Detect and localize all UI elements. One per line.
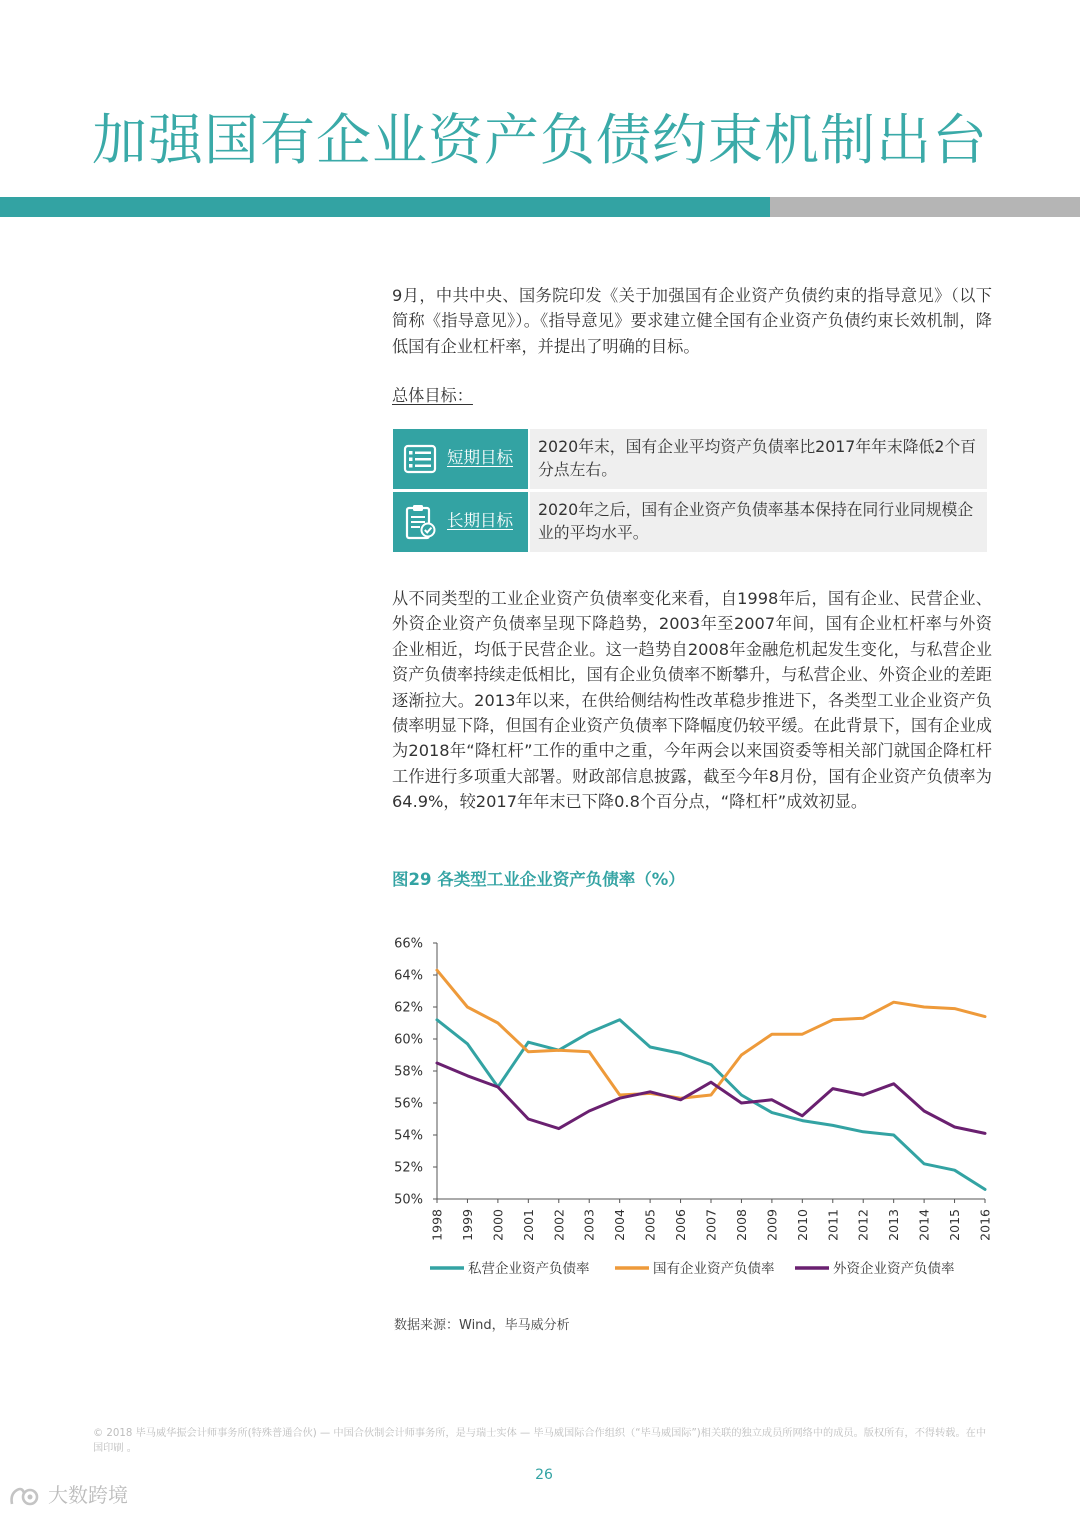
x-tick-label: 2000 <box>490 1209 506 1241</box>
short-term-goal-text: 2020年末，国有企业平均资产负债率比2017年年末降低2个百分点左右。 <box>530 429 987 489</box>
x-tick-label: 2006 <box>673 1209 689 1241</box>
y-tick-label: 56% <box>394 1096 423 1112</box>
x-tick-label: 1998 <box>429 1209 445 1241</box>
y-tick-label: 58% <box>394 1064 423 1080</box>
x-tick-label: 2002 <box>551 1209 567 1241</box>
x-tick-label: 1999 <box>459 1209 475 1241</box>
x-tick-label: 2004 <box>612 1209 628 1241</box>
intro-paragraph: 9月，中共中央、国务院印发《关于加强国有企业资产负债约束的指导意见》（以下简称《指导意见》）。《指导意见》要求建立健全国有企业资产负债约束长效机制，降低国有企业杠杆率，并提出了明确的目标。 <box>392 286 992 356</box>
series-line-2 <box>437 970 985 1098</box>
y-tick-label: 60% <box>394 1032 423 1048</box>
y-tick-label: 50% <box>394 1192 423 1208</box>
x-tick-label: 2008 <box>733 1209 749 1241</box>
x-tick-label: 2016 <box>977 1209 993 1241</box>
data-source: 数据来源：Wind，毕马威分析 <box>394 1318 570 1333</box>
series-line-3 <box>437 1063 985 1133</box>
copyright-footer: © 2018 毕马威华振会计师事务所(特殊普通合伙) — 中国合伙制会计师事务所，是与瑞士实体 — 毕马威国际合作组织（“毕马威国际”)相关联的独立成员所网络中的成员。版权所有，不得转载。在中国印刷 。 <box>93 1428 987 1454</box>
watermark-logo-icon <box>8 1484 42 1510</box>
watermark-text: 大数跨境 <box>48 1483 128 1507</box>
goals-heading: 总体目标： <box>392 386 473 405</box>
page-title: 加强国有企业资产负债约束机制出台 <box>92 108 989 172</box>
analysis-paragraph: 从不同类型的工业企业资产负债率变化来看，自1998年后，国有企业、民营企业、外资企业资产负债率呈现下降趋势，2003年至2007年间，国有企业杠杆率与外资企业相近，均低于民营企业。这一趋势自2008年金融危机起发生变化，与私营企业资产负债率持续走低相比，国有企业负债率不断攀升，与私营企业、外资企业的差距逐渐拉大。2013年以来，在供给侧结构性改革稳步推进下，各类型工业企业资产负债率明显下降，但国有企业资产负债率下降幅度仍较平缓。在此背景下，国有企业成为2018年“降杠杆”工作的重中之重，今年两会以来国资委等相关部门就国企降杠杆工作进行多项重大部署。财政部信息披露，截至今年8月份，国有企业资产负债率为64.9%，较2017年年末已下降0.8个百分点，“降杠杆”成效初显。 <box>392 589 992 812</box>
legend-label-3: 外资企业资产负债率 <box>833 1261 955 1277</box>
x-tick-label: 2015 <box>947 1209 963 1241</box>
legend-label-2: 国有企业资产负债率 <box>653 1261 775 1277</box>
figure-title: 图29 各类型工业企业资产负债率（%） <box>392 870 685 889</box>
long-term-goal-text: 2020年之后，国有企业资产负债率基本保持在同行业同规模企业的平均水平。 <box>530 492 987 552</box>
y-tick-label: 64% <box>394 968 423 984</box>
x-tick-label: 2007 <box>703 1209 719 1241</box>
x-tick-label: 2005 <box>642 1209 658 1241</box>
x-tick-label: 2013 <box>886 1209 902 1241</box>
x-tick-label: 2003 <box>581 1209 597 1241</box>
legend-label-1: 私营企业资产负债率 <box>468 1261 590 1277</box>
y-tick-label: 52% <box>394 1160 423 1176</box>
x-tick-label: 2014 <box>916 1209 932 1241</box>
x-tick-label: 2012 <box>855 1209 871 1241</box>
x-tick-label: 2010 <box>794 1209 810 1241</box>
watermark <box>8 1478 128 1512</box>
x-tick-label: 2009 <box>764 1209 780 1241</box>
long-term-goal-label: 长期目标 <box>447 511 513 530</box>
y-tick-label: 54% <box>394 1128 423 1144</box>
y-tick-label: 62% <box>394 1000 423 1016</box>
short-term-goal-label: 短期目标 <box>447 448 513 467</box>
x-tick-label: 2001 <box>520 1209 536 1241</box>
x-tick-label: 2011 <box>825 1209 841 1241</box>
page-number: 26 <box>535 1467 553 1483</box>
y-tick-label: 66% <box>394 936 423 952</box>
